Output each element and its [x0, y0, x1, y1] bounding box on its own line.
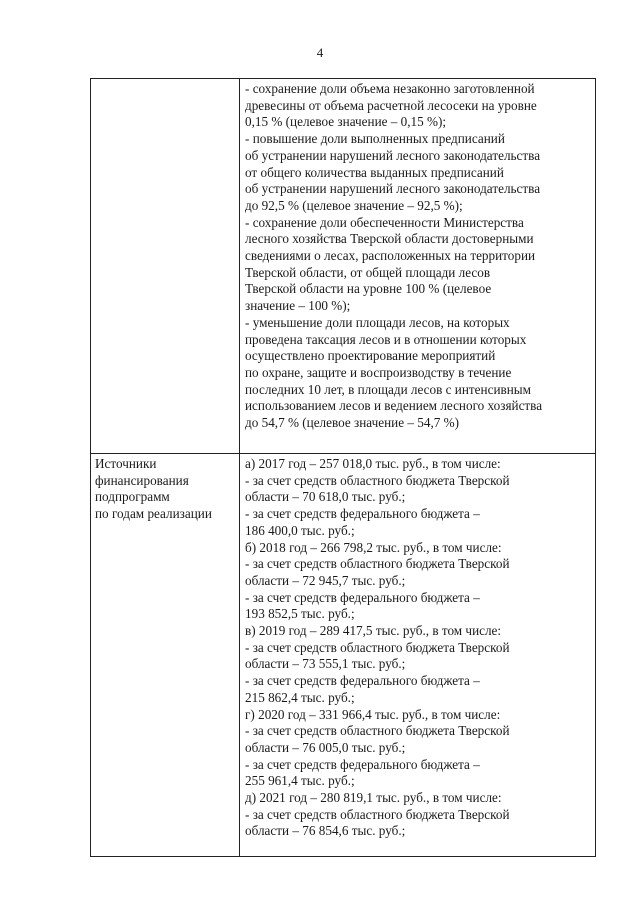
- text-line: использованием лесов и ведением лесного хозяйства: [245, 398, 543, 414]
- text-line: - уменьшение доли площади лесов, на которых: [245, 314, 510, 330]
- row-content-cell: [240, 79, 596, 454]
- text-line: - повышение доли выполненных предписаний: [245, 131, 505, 147]
- text-line: по охране, защите и воспроизводству в течение: [245, 364, 512, 380]
- text-line: об устранении нарушений лесного законодательства: [245, 147, 541, 163]
- table-row-indicators: [91, 79, 596, 454]
- row-label-cell: [91, 79, 240, 454]
- row-label: [91, 79, 239, 81]
- text-line: - за счет средств федерального бюджета –: [245, 506, 480, 522]
- row-content-cell: [240, 454, 596, 857]
- text-line: Тверской области, от общей площади лесов: [245, 264, 491, 280]
- text-line: от общего количества выданных предписаний: [245, 164, 504, 180]
- text-line: - сохранение доли объема незаконно заготовленной: [245, 81, 535, 96]
- text-line: древесины от объема расчетной лесосеки на уровне: [245, 97, 537, 113]
- text-line: Источники: [95, 456, 157, 471]
- text-line: - за счет средств областного бюджета Тверской: [245, 556, 510, 572]
- text-line: д) 2021 год – 280 819,1 тыс. руб., в том числе:: [245, 790, 502, 806]
- text-line: области – 70 618,0 тыс. руб.;: [245, 489, 406, 505]
- text-line: 193 852,5 тыс. руб.;: [245, 606, 355, 622]
- text-line: - за счет средств федерального бюджета –: [245, 756, 480, 772]
- text-line: - сохранение доли обеспеченности Министерства: [245, 214, 524, 230]
- text-line: - за счет средств областного бюджета Тверской: [245, 472, 510, 488]
- funding-by-year-text: [240, 454, 595, 840]
- text-line: в) 2019 год – 289 417,5 тыс. руб., в том числе:: [245, 623, 502, 639]
- text-line: проведена таксация лесов и в отношении которых: [245, 331, 527, 347]
- text-line: Тверской области на уровне 100 % (целевое: [245, 281, 492, 297]
- text-line: - за счет средств областного бюджета Тверской: [245, 806, 510, 822]
- text-line: сведениями о лесах, расположенных на территории: [245, 248, 536, 264]
- text-line: до 54,7 % (целевое значение – 54,7 %): [245, 415, 460, 431]
- text-line: последних 10 лет, в площади лесов с интенсивным: [245, 381, 531, 397]
- indicators-text: [240, 79, 595, 432]
- text-line: по годам реализации: [95, 505, 212, 521]
- text-line: области – 72 945,7 тыс. руб.;: [245, 572, 406, 588]
- page-number: 4: [316, 45, 324, 60]
- text-line: - за счет средств федерального бюджета –: [245, 589, 480, 605]
- text-line: подпрограмм: [95, 489, 170, 504]
- text-line: области – 76 854,6 тыс. руб.;: [245, 823, 406, 839]
- text-line: - за счет средств областного бюджета Тверской: [245, 723, 510, 739]
- text-line: а) 2017 год – 257 018,0 тыс. руб., в том числе:: [245, 456, 501, 471]
- text-line: 255 961,4 тыс. руб.;: [245, 773, 355, 789]
- row-label-cell: [91, 454, 240, 857]
- text-line: лесного хозяйства Тверской области достоверными: [245, 231, 534, 247]
- program-passport-table: [90, 78, 596, 857]
- text-line: значение – 100 %);: [245, 298, 351, 314]
- text-line: об устранении нарушений лесного законодательства: [245, 181, 541, 197]
- text-line: области – 76 005,0 тыс. руб.;: [245, 739, 406, 755]
- text-line: 0,15 % (целевое значение – 0,15 %);: [245, 114, 447, 130]
- text-line: - за счет средств федерального бюджета –: [245, 673, 480, 689]
- text-line: финансирования: [95, 472, 189, 488]
- text-line: осуществлено проектирование мероприятий: [245, 348, 496, 364]
- text-line: 186 400,0 тыс. руб.;: [245, 522, 355, 538]
- text-line: б) 2018 год – 266 798,2 тыс. руб., в том числе:: [245, 539, 502, 555]
- text-line: до 92,5 % (целевое значение – 92,5 %);: [245, 197, 463, 213]
- text-line: 215 862,4 тыс. руб.;: [245, 689, 355, 705]
- text-line: - за счет средств областного бюджета Тверской: [245, 639, 510, 655]
- funding-sources-label: [91, 454, 239, 522]
- text-line: г) 2020 год – 331 966,4 тыс. руб., в том числе:: [245, 706, 501, 722]
- table-row-funding: [91, 454, 596, 857]
- text-line: области – 73 555,1 тыс. руб.;: [245, 656, 406, 672]
